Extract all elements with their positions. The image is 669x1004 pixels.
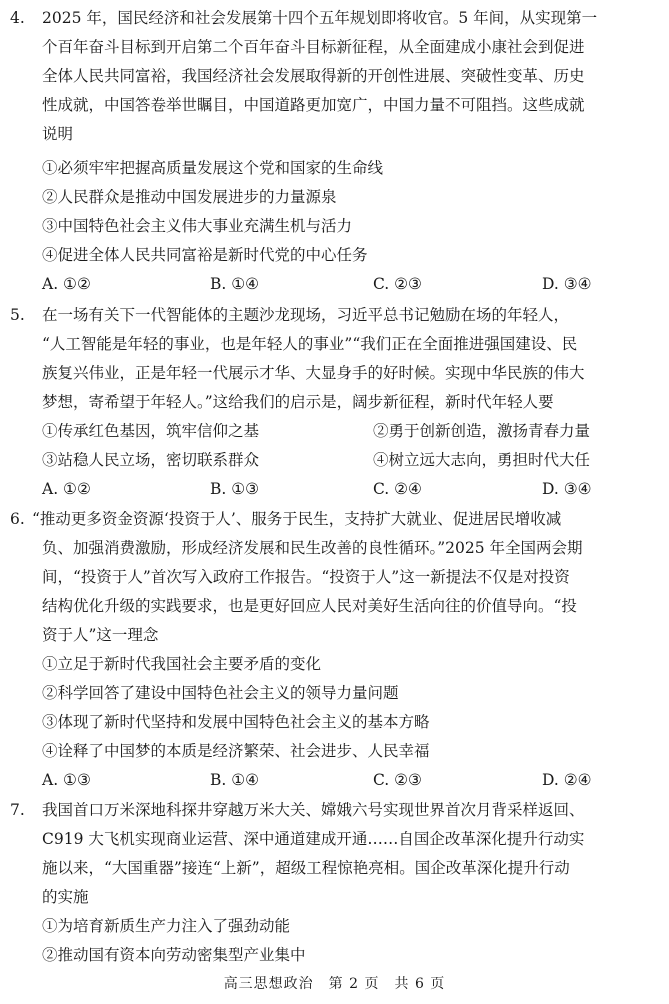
stem-line: 施以来，“大国重器”接连“上新”，超级工程惊艳亮相。国企改革深化提升行动 <box>42 859 570 877</box>
answer-choices <box>42 475 662 504</box>
option-4: ④树立远大志向，勇担时代大任 <box>373 451 591 469</box>
option-2: ②推动国有资本向劳动密集型产业集中 <box>42 946 306 964</box>
stem-line: 说明 <box>42 125 74 143</box>
question-number: 5. <box>10 306 25 324</box>
stem-line: 全体人民共同富裕，我国经济社会发展取得新的开创性进展、突破性变革、历史 <box>42 67 585 85</box>
option-row <box>42 417 662 446</box>
option-3: ③站稳人民立场，密切联系群众 <box>42 451 260 469</box>
choice-c: C. ②③ <box>373 275 422 293</box>
stem-line: 性成就，中国答卷举世瞩目，中国道路更加宽广，中国力量不可阻挡。这些成就 <box>42 96 585 114</box>
stem-line: C919 大飞机实现商业运营、深中通道建成开通……自国企改革深化提升行动实 <box>42 830 585 848</box>
page-footer: 高三思想政治 第 2 页 共 6 页 <box>223 976 446 992</box>
answer-choices <box>42 766 662 795</box>
option-1: ①传承红色基因，筑牢信仰之基 <box>42 422 260 440</box>
stem-line: 在一场有关下一代智能体的主题沙龙现场，习近平总书记勉励在场的年轻人， <box>42 306 570 324</box>
choice-a: A. ①② <box>42 480 91 498</box>
question-number: 6. <box>10 510 25 528</box>
stem-line: 的实施 <box>42 888 89 906</box>
option-4: ④诠释了中国梦的本质是经济繁荣、社会进步、人民幸福 <box>42 742 430 760</box>
choice-a: A. ①③ <box>42 771 91 789</box>
option-3: ③体现了新时代坚持和发展中国特色社会主义的基本方略 <box>42 713 430 731</box>
option-1: ①为培育新质生产力注入了强劲动能 <box>42 917 291 935</box>
choice-b: B. ①④ <box>210 275 260 293</box>
option-4: ④促进全体人民共同富裕是新时代党的中心任务 <box>42 246 368 264</box>
choice-d: D. ②④ <box>542 771 592 789</box>
choice-a: A. ①② <box>42 275 91 293</box>
stem-line: “人工智能是年轻的事业，也是年轻人的事业”“我们正在全面推进强国建设、民 <box>42 335 578 353</box>
question-number: 7. <box>10 801 25 819</box>
option-1: ①立足于新时代我国社会主要矛盾的变化 <box>42 655 322 673</box>
stem-line: 负、加强消费激励，形成经济发展和民生改善的良性循环。”2025 年全国两会期 <box>42 539 583 557</box>
answer-choices <box>42 270 662 299</box>
option-2: ②人民群众是推动中国发展进步的力量源泉 <box>42 188 337 206</box>
choice-c: C. ②③ <box>373 771 422 789</box>
option-2: ②科学回答了建设中国特色社会主义的领导力量问题 <box>42 684 399 702</box>
choice-d: D. ③④ <box>542 480 592 498</box>
stem-line: 梦想，寄希望于年轻人。”这给我们的启示是，阔步新征程，新时代年轻人要 <box>42 393 554 411</box>
question-number: 4. <box>10 9 25 27</box>
stem-line: 族复兴伟业，正是年轻一代展示才华、大显身手的好时候。实现中华民族的伟大 <box>42 364 585 382</box>
choice-c: C. ②④ <box>373 480 422 498</box>
option-3: ③中国特色社会主义伟大事业充满生机与活力 <box>42 217 353 235</box>
stem-line: “推动更多资金资源‘投资于人’、服务于民生，支持扩大就业、促进居民增收减 <box>32 510 562 528</box>
stem-line: 间，“投资于人”首次写入政府工作报告。“投资于人”这一新提法不仅是对投资 <box>42 568 570 586</box>
option-row <box>42 446 662 475</box>
option-1: ①必须牢牢把握高质量发展这个党和国家的生命线 <box>42 159 384 177</box>
stem-line: 2025 年，国民经济和社会发展第十四个五年规划即将收官。5 年间，从实现第一 <box>42 9 598 27</box>
stem-line: 资于人”这一理念 <box>42 626 159 644</box>
stem-line: 个百年奋斗目标到开启第二个百年奋斗目标新征程，从全面建成小康社会到促进 <box>42 38 585 56</box>
choice-b: B. ①④ <box>210 771 260 789</box>
stem-line: 我国首口万米深地科探井穿越万米大关、嫦娥六号实现世界首次月背采样返回、 <box>42 801 585 819</box>
choice-d: D. ③④ <box>542 275 592 293</box>
option-2: ②勇于创新创造，激扬青春力量 <box>373 422 591 440</box>
choice-b: B. ①③ <box>210 480 260 498</box>
stem-line: 结构优化升级的实践要求，也是更好回应人民对美好生活向往的价值导向。“投 <box>42 597 577 615</box>
